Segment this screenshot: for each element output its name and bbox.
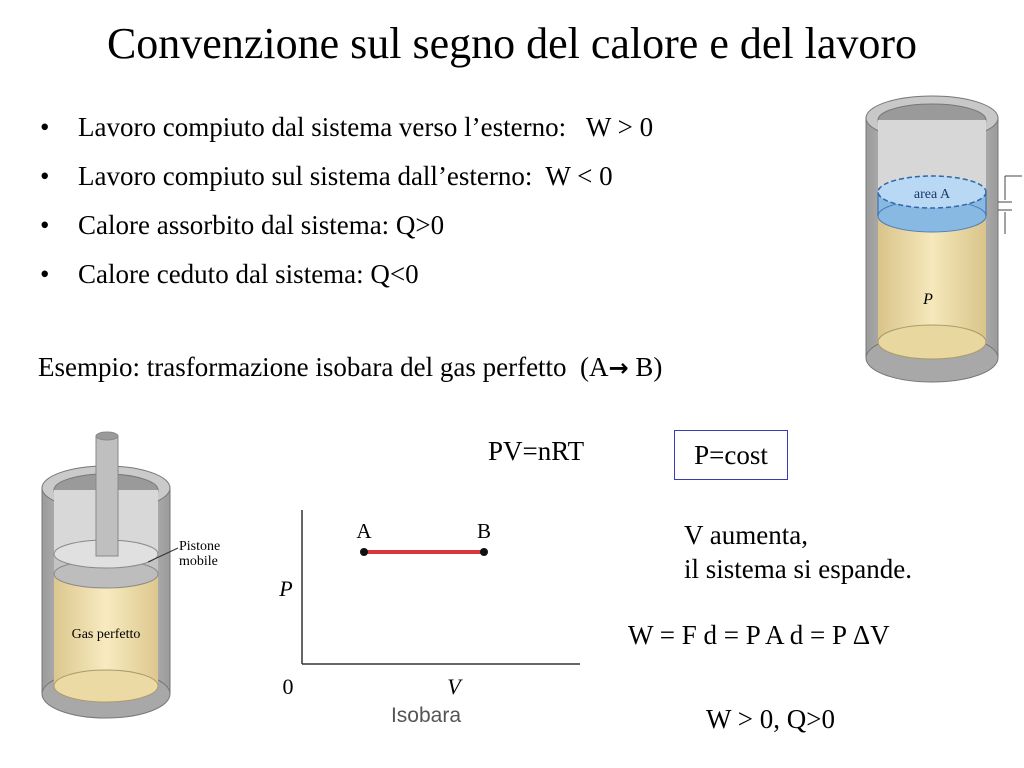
origin-label: 0 <box>282 674 294 699</box>
point-b-label: B <box>476 519 492 543</box>
piston-cylinder-figure <box>36 430 236 730</box>
gas-label: Gas perfetto <box>71 627 141 642</box>
bullet-item <box>40 161 653 210</box>
x-axis-label: V <box>447 674 461 699</box>
volume-note-line1: V aumenta, <box>684 520 808 550</box>
cylinder-area-figure <box>862 92 1024 388</box>
result-signs: W > 0, Q>0 <box>706 704 835 734</box>
work-formula: W = F d = P A d = P ΔV <box>628 620 890 650</box>
y-axis-label: P <box>279 576 293 601</box>
example-suffix: B) <box>628 352 663 382</box>
volume-note-line2: il sistema si espande. <box>684 554 912 584</box>
area-label: area A <box>913 187 951 202</box>
piston-label-line2: mobile <box>179 554 218 569</box>
bullet-text: Lavoro compiuto dal sistema verso l’esterno: W > 0 <box>78 112 654 142</box>
bullet-dot: • <box>40 210 50 240</box>
bullet-text: Calore assorbito dal sistema: Q>0 <box>78 210 445 240</box>
bullet-text: Lavoro compiuto sul sistema dall’esterno: W < 0 <box>78 161 613 191</box>
slide-title: Convenzione sul segno del calore e del lavoro <box>106 19 918 68</box>
bullet-text: Calore ceduto dal sistema: Q<0 <box>78 259 419 289</box>
example-prefix: Esempio: trasformazione isobara del gas perfetto (A <box>38 352 609 382</box>
gas-law: PV=nRT <box>488 436 585 466</box>
point-b-marker <box>480 548 488 556</box>
isobaric-pv-graph <box>270 500 590 730</box>
bullet-item <box>40 259 653 308</box>
piston-label-line1: Pistone <box>179 539 221 554</box>
bullet-dot: • <box>40 259 50 289</box>
point-a-label: A <box>356 519 372 543</box>
bullet-item <box>40 112 653 161</box>
pressure-label: P <box>923 291 933 308</box>
bullet-item <box>40 210 653 259</box>
bullet-dot: • <box>40 112 50 142</box>
point-a-marker <box>360 548 368 556</box>
volume-increases-note <box>684 518 912 586</box>
arrow-icon: → <box>608 354 629 382</box>
bullet-dot: • <box>40 161 50 191</box>
example-line <box>38 352 662 383</box>
graph-caption: Isobara <box>390 704 462 727</box>
pressure-constant-box: P=cost <box>674 430 788 480</box>
sign-convention-list <box>40 112 653 308</box>
